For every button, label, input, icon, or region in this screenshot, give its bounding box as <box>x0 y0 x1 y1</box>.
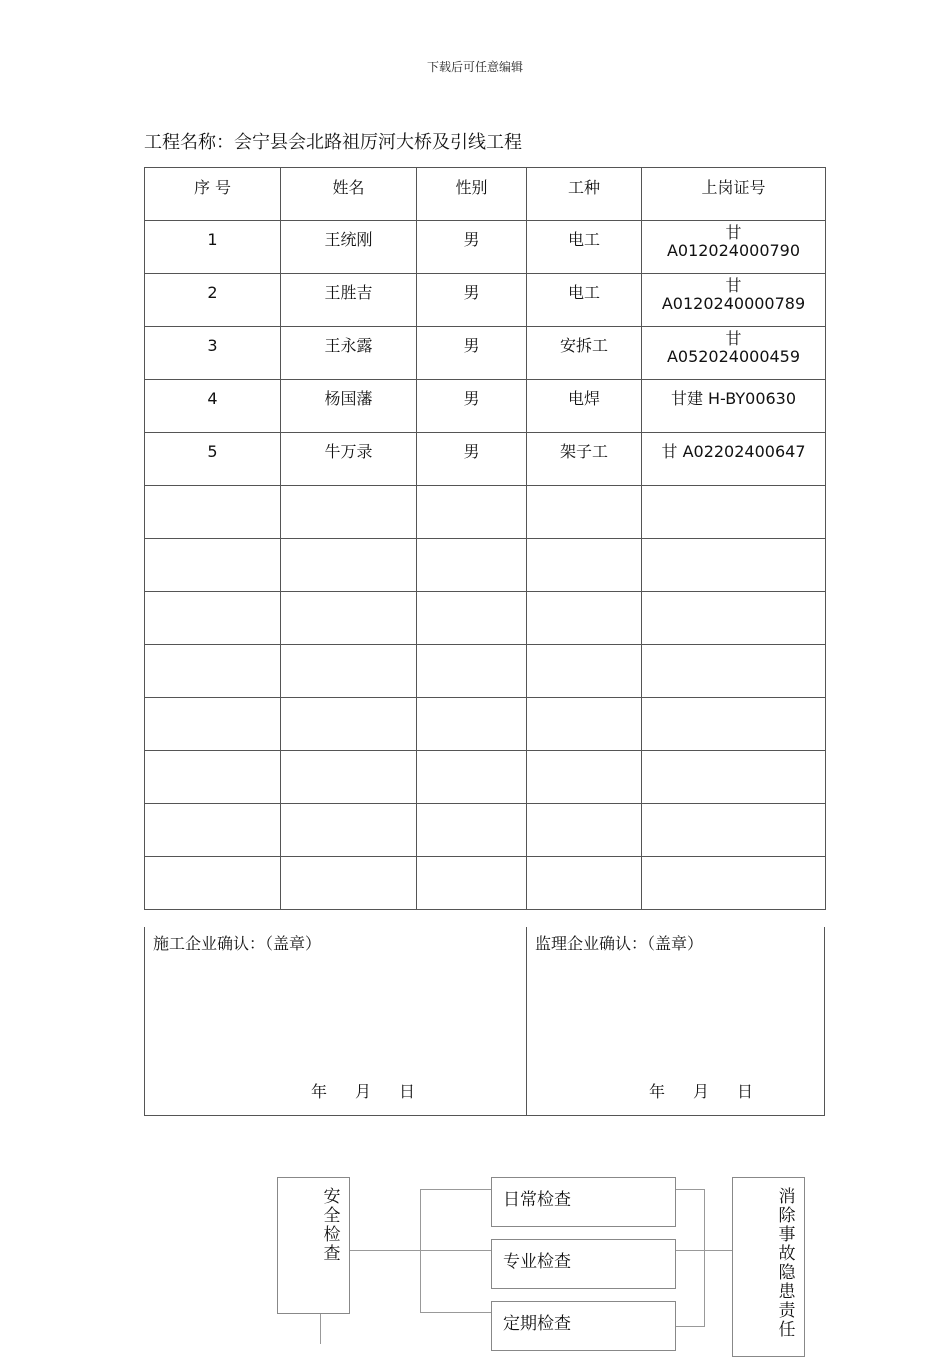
empty-cell <box>642 751 826 804</box>
table-header-row <box>145 168 826 221</box>
cell-no: 4 <box>145 380 281 433</box>
connector-line <box>704 1189 705 1326</box>
connector-line <box>420 1189 492 1190</box>
confirmation-section <box>144 927 825 1116</box>
col-header-cert: 上岗证号 <box>642 168 826 221</box>
table-row <box>145 380 826 433</box>
box-daily-check-label: 日常检查 <box>503 1190 571 1210</box>
col-header-trade: 工种 <box>527 168 642 221</box>
date-year: 年 <box>649 1082 666 1101</box>
cell-trade: 电焊 <box>527 380 642 433</box>
empty-cell <box>281 698 417 751</box>
cell-trade: 电工 <box>527 274 642 327</box>
cert-line-1: 甘 <box>725 276 742 295</box>
supervision-confirm-label: 监理企业确认：（盖章） <box>535 934 704 953</box>
box-special-check <box>491 1239 676 1289</box>
empty-cell <box>281 857 417 910</box>
col-header-no: 序 号 <box>145 168 281 221</box>
cert-line-2: A0120240000789 <box>661 294 806 313</box>
empty-cell <box>417 645 527 698</box>
table-row-empty <box>145 486 826 539</box>
table-row <box>145 274 826 327</box>
connector-line <box>349 1250 421 1251</box>
table-row-empty <box>145 857 826 910</box>
cert-line-1: 甘建 H-BY00630 <box>670 389 797 408</box>
box-safety-check <box>277 1177 350 1314</box>
supervision-date <box>649 1079 753 1102</box>
empty-cell <box>145 698 281 751</box>
cell-no: 5 <box>145 433 281 486</box>
table-row-empty <box>145 698 826 751</box>
cell-name: 杨国藩 <box>281 380 417 433</box>
empty-cell <box>527 592 642 645</box>
table-row <box>145 327 826 380</box>
connector-line <box>675 1250 733 1251</box>
empty-cell <box>417 486 527 539</box>
cell-trade: 架子工 <box>527 433 642 486</box>
cert-line-2: A012024000790 <box>666 241 801 260</box>
empty-cell <box>417 592 527 645</box>
table-row-empty <box>145 592 826 645</box>
date-year: 年 <box>311 1082 328 1101</box>
empty-cell <box>145 751 281 804</box>
connector-line <box>675 1189 705 1190</box>
cert-line-1: 甘 A02202400647 <box>661 442 806 461</box>
empty-cell <box>642 539 826 592</box>
date-day: 日 <box>399 1082 416 1101</box>
empty-cell <box>527 857 642 910</box>
header-note: 下载后可任意编辑 <box>426 60 523 74</box>
table-row-empty <box>145 645 826 698</box>
empty-cell <box>145 857 281 910</box>
empty-cell <box>281 751 417 804</box>
connector-line <box>675 1326 705 1327</box>
project-name: 工程名称：会宁县会北路祖厉河大桥及引线工程 <box>144 132 522 153</box>
cell-name: 王统刚 <box>281 221 417 274</box>
empty-cell <box>527 645 642 698</box>
cell-name: 王胜吉 <box>281 274 417 327</box>
construction-date <box>311 1079 415 1102</box>
empty-cell <box>527 486 642 539</box>
cell-trade: 安拆工 <box>527 327 642 380</box>
table-row-empty <box>145 804 826 857</box>
cell-gender: 男 <box>417 327 527 380</box>
cell-cert <box>642 433 826 486</box>
cert-line-1: 甘 <box>725 329 742 348</box>
cell-trade: 电工 <box>527 221 642 274</box>
empty-cell <box>145 486 281 539</box>
box-eliminate-hazard-label: 消除事故隐患责任 <box>778 1187 796 1340</box>
empty-cell <box>527 804 642 857</box>
empty-cell <box>417 804 527 857</box>
box-periodic-check-label: 定期检查 <box>503 1314 571 1334</box>
construction-confirm-label: 施工企业确认：（盖章） <box>153 934 322 953</box>
cell-no: 3 <box>145 327 281 380</box>
empty-cell <box>642 592 826 645</box>
empty-cell <box>527 751 642 804</box>
empty-cell <box>145 804 281 857</box>
cell-cert <box>642 327 826 380</box>
empty-cell <box>281 804 417 857</box>
table-row <box>145 221 826 274</box>
empty-cell <box>527 539 642 592</box>
empty-cell <box>281 539 417 592</box>
table-row-empty <box>145 751 826 804</box>
cell-cert <box>642 274 826 327</box>
col-header-gender: 性别 <box>417 168 527 221</box>
empty-cell <box>642 645 826 698</box>
box-safety-check-label: 安全检查 <box>323 1187 341 1264</box>
connector-line <box>420 1189 421 1313</box>
empty-cell <box>145 539 281 592</box>
empty-cell <box>417 751 527 804</box>
date-day: 日 <box>737 1082 754 1101</box>
date-month: 月 <box>355 1082 372 1101</box>
confirm-divider <box>526 927 527 1115</box>
empty-cell <box>145 592 281 645</box>
cert-line-2: A052024000459 <box>666 347 801 366</box>
cell-cert <box>642 221 826 274</box>
connector-line <box>420 1312 492 1313</box>
empty-cell <box>281 645 417 698</box>
cell-no: 1 <box>145 221 281 274</box>
personnel-table <box>144 167 826 910</box>
empty-cell <box>642 804 826 857</box>
cell-gender: 男 <box>417 380 527 433</box>
empty-cell <box>527 698 642 751</box>
cert-line-1: 甘 <box>725 223 742 242</box>
date-month: 月 <box>693 1082 710 1101</box>
connector-line <box>320 1313 321 1344</box>
empty-cell <box>642 857 826 910</box>
empty-cell <box>281 592 417 645</box>
box-eliminate-hazard <box>732 1177 805 1357</box>
cell-name: 王永露 <box>281 327 417 380</box>
table-row-empty <box>145 539 826 592</box>
cell-no: 2 <box>145 274 281 327</box>
cell-name: 牛万录 <box>281 433 417 486</box>
col-header-name: 姓名 <box>281 168 417 221</box>
cell-gender: 男 <box>417 274 527 327</box>
cell-gender: 男 <box>417 221 527 274</box>
table-row <box>145 433 826 486</box>
empty-cell <box>281 486 417 539</box>
box-daily-check <box>491 1177 676 1227</box>
empty-cell <box>417 857 527 910</box>
empty-cell <box>642 698 826 751</box>
cell-cert <box>642 380 826 433</box>
empty-cell <box>417 698 527 751</box>
empty-cell <box>417 539 527 592</box>
empty-cell <box>145 645 281 698</box>
connector-line <box>420 1250 492 1251</box>
box-special-check-label: 专业检查 <box>503 1252 571 1272</box>
cell-gender: 男 <box>417 433 527 486</box>
empty-cell <box>642 486 826 539</box>
